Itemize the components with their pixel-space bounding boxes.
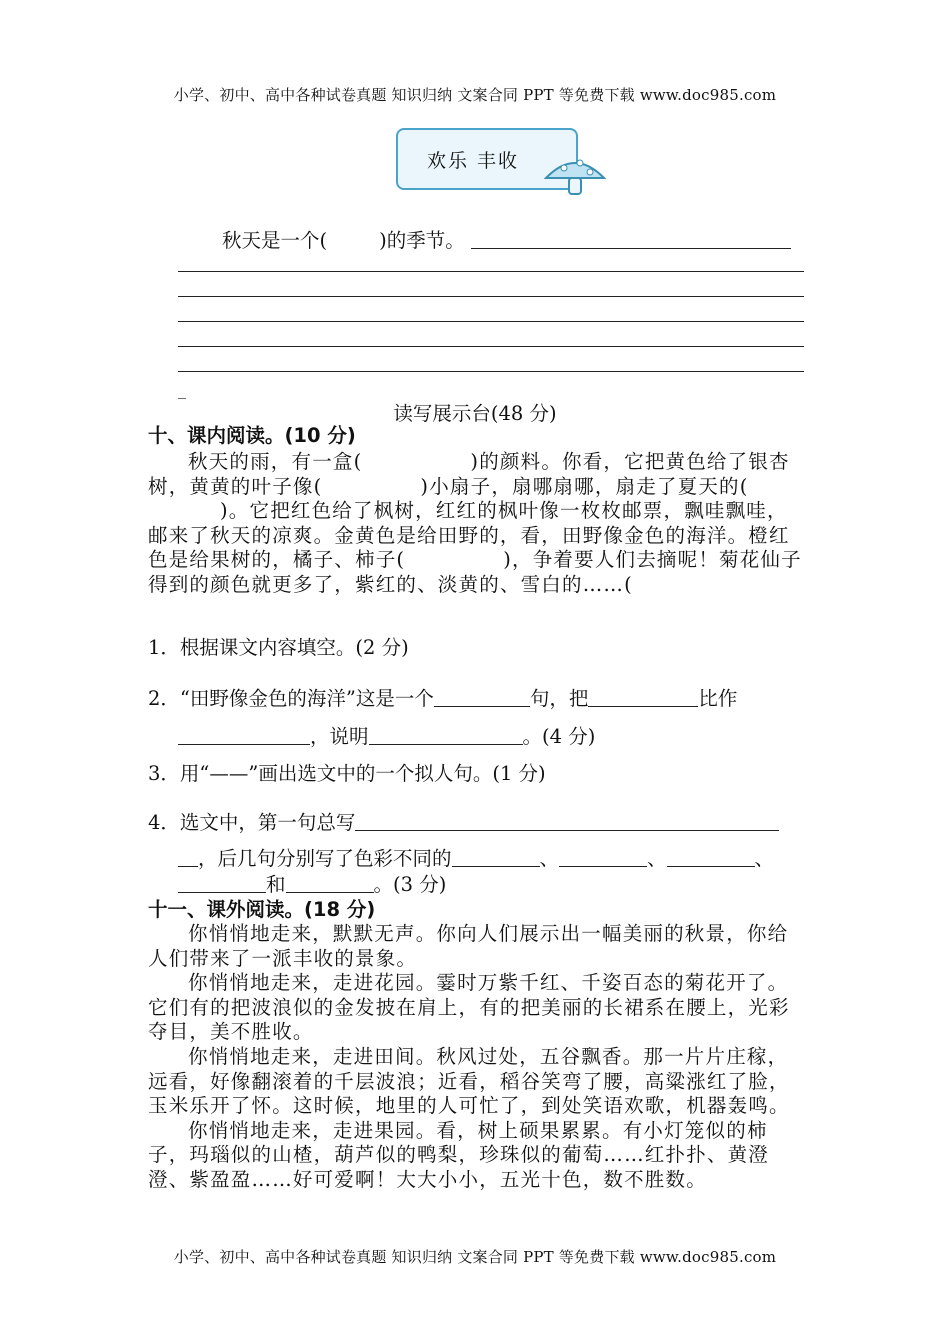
answer-blank[interactable] <box>559 846 647 867</box>
answer-blank[interactable] <box>667 846 755 867</box>
writing-line[interactable] <box>178 271 804 272</box>
paragraph: 你悄悄地走来，走进果园。看，树上硕果累累。有小灯笼似的柿子，玛瑙似的山楂，葫芦似的鸭梨，珍珠似的葡萄……红扑扑、黄澄澄、紫盈盈……好可爱啊！大大小小，五光十色，数不胜数。 <box>148 1118 770 1191</box>
question-4-end: 和 。(3 分) <box>178 872 446 897</box>
question-3: 3．用“——”画出选文中的一个拟人句。(1 分) <box>148 762 546 785</box>
question-2-cont: ，说明 。(4 分) <box>178 724 595 749</box>
writing-prompt: 秋天是一个( )的季节。 <box>222 228 791 253</box>
answer-blank[interactable] <box>178 724 310 745</box>
section-10-heading: 十、课内阅读。(10 分) <box>148 424 356 447</box>
question-4-cont: ，后几句分别写了色彩不同的 、 、 、 <box>178 846 774 871</box>
section-11-passage <box>148 922 808 1193</box>
question-4: 4．选文中，第一句总写 <box>148 810 779 835</box>
answer-blank[interactable] <box>452 846 540 867</box>
section-11-heading: 十一、课外阅读。(18 分) <box>148 898 376 921</box>
paragraph: 你悄悄地走来，默默无声。你向人们展示出一幅美丽的秋景，你给人们带来了一派丰收的景象。 <box>148 922 789 970</box>
question-2: 2．“田野像金色的海洋”这是一个 句，把 比作 <box>148 687 738 710</box>
banner-text: 欢乐 丰收 <box>426 150 520 172</box>
stray-mark: _ <box>178 380 186 399</box>
answer-blank[interactable] <box>471 228 791 249</box>
paragraph: 你悄悄地走来，走进花园。霎时万紫千红、千姿百态的菊花开了。它们有的把波浪似的金发披在肩上，有的把美丽的长裙系在腰上，光彩夺目，美不胜收。 <box>148 971 790 1044</box>
question-1: 1．根据课文内容填空。(2 分) <box>148 636 409 659</box>
answer-blank[interactable] <box>178 872 266 893</box>
answer-blank[interactable] <box>434 686 530 707</box>
page-footer: 小学、初中、高中各种试卷真题 知识归纳 文案合同 PPT 等免费下载 www.doc985.com <box>173 1248 777 1266</box>
writing-line[interactable] <box>178 296 804 297</box>
section-10-passage: 秋天的雨，有一盒( )的颜料。你看，它把黄色给了银杏树，黄黄的叶子像( )小扇子，扇哪扇哪，扇走了夏天的()。它把红色给了枫树，红红的枫叶像一枚枚邮票，飘哇飘哇，邮来了秋天的凉爽。金黄色是给田野的，看，田野像金色的海洋。橙红色是给果树的，橘子、柿子( )，争着要人们去摘呢！菊花仙子得到的颜色就更多了，紫红的、淡黄的、雪白的……( <box>148 450 802 596</box>
page-header: 小学、初中、高中各种试卷真题 知识归纳 文案合同 PPT 等免费下载 www.doc985.com <box>173 86 777 104</box>
mushroom-icon <box>540 150 610 200</box>
answer-blank[interactable] <box>355 810 779 831</box>
writing-line[interactable] <box>178 371 804 372</box>
paragraph: 你悄悄地走来，走进田间。秋风过处，五谷飘香。那一片片庄稼，远看，好像翻滚着的千层波浪；近看，稻谷笑弯了腰，高粱涨红了脸，玉米乐开了怀。这时候，地里的人可忙了，到处笑语欢歌，机器轰鸣。 <box>148 1044 790 1118</box>
answer-blank[interactable] <box>286 872 374 893</box>
answer-blank[interactable] <box>178 846 198 867</box>
section-title: 读写展示台(48 分) <box>393 402 557 425</box>
answer-blank[interactable] <box>369 724 523 745</box>
writing-line[interactable] <box>178 321 804 322</box>
answer-blank[interactable] <box>588 686 698 707</box>
writing-line[interactable] <box>178 346 804 347</box>
